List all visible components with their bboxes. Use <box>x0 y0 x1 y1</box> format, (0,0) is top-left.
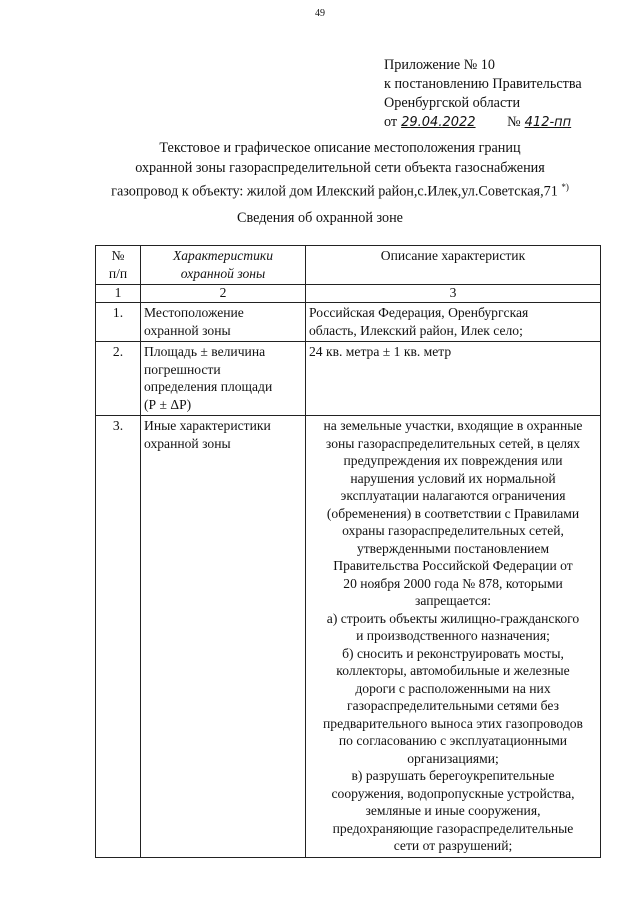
header-characteristic: Характеристики охранной зоны <box>141 246 306 285</box>
footnote-mark: *) <box>561 182 569 192</box>
zone-table <box>95 245 601 858</box>
appendix-line-3: Оренбургской области <box>384 95 521 111</box>
header-number: № п/п <box>96 246 141 285</box>
number-label: № <box>507 114 521 130</box>
title-line-2: охранной зоны газораспределительной сети объекта газоснабжения <box>135 159 545 176</box>
decree-date: 29.04.2022 <box>401 115 476 130</box>
appendix-block <box>384 56 589 132</box>
row-characteristic: Местоположение охранной зоны <box>141 303 306 342</box>
row-description: Российская Федерация, Оренбургская область, Илекский район, Илек село; <box>306 303 601 342</box>
row-description: на земельные участки, входящие в охранные зоны газораспределительных сетей, в целях предупреждения их повреждения или нарушения условий их нормальной эксплуатации налагаются ограничения (обременения) в соответствии с Правилами охраны газораспределительных сетей, утвержденными постановлением Правительства Российской Федерации от 20 ноября 2000 года № 878, которыми запрещается: а) строить объекты жилищно-гражданского и производственного назначения; б) сносить и реконструировать мосты, коллекторы, автомобильные и железные дороги с расположенными на них газораспределительными сетями без предварительного выноса этих газопроводов по согласованию с эксплуатационными организациями; в) разрушать берегоукрепительные сооружения, водопропускные устройства, земляные и иные сооружения, предохраняющие газораспределительные сети от разрушений; <box>306 416 601 858</box>
title-line-3-text: газопровод к объекту: жилой дом Илекский район,с.Илек,ул.Советская,71 <box>111 183 558 200</box>
column-number-3: 3 <box>306 285 601 303</box>
table-header-row <box>96 246 601 285</box>
decree-number: 412-пп <box>524 115 572 130</box>
row-number: 2. <box>96 342 141 416</box>
column-number-row <box>96 285 601 303</box>
column-number-2: 2 <box>141 285 306 303</box>
row-number: 3. <box>96 416 141 858</box>
title-line-3 <box>70 178 610 202</box>
row-number: 1. <box>96 303 141 342</box>
title-line-1: Текстовое и графическое описание местоположения границ <box>159 140 521 156</box>
section-subtitle: Сведения об охранной зоне <box>237 210 403 226</box>
row-characteristic: Иные характеристики охранной зоны <box>141 416 306 858</box>
appendix-date-line <box>384 113 589 132</box>
page-number: 49 <box>315 8 325 19</box>
document-title <box>70 139 610 202</box>
appendix-line-1: Приложение № 10 <box>384 57 495 73</box>
from-label: от <box>384 114 398 130</box>
appendix-line-2: к постановлению Правительства <box>384 76 582 92</box>
header-description: Описание характеристик <box>306 246 601 285</box>
column-number-1: 1 <box>96 285 141 303</box>
table-row <box>96 416 601 858</box>
row-description: 24 кв. метра ± 1 кв. метр <box>306 342 601 416</box>
row-characteristic: Площадь ± величина погрешности определения площади (Р ± ΔР) <box>141 342 306 416</box>
table-row <box>96 303 601 342</box>
table-row <box>96 342 601 416</box>
